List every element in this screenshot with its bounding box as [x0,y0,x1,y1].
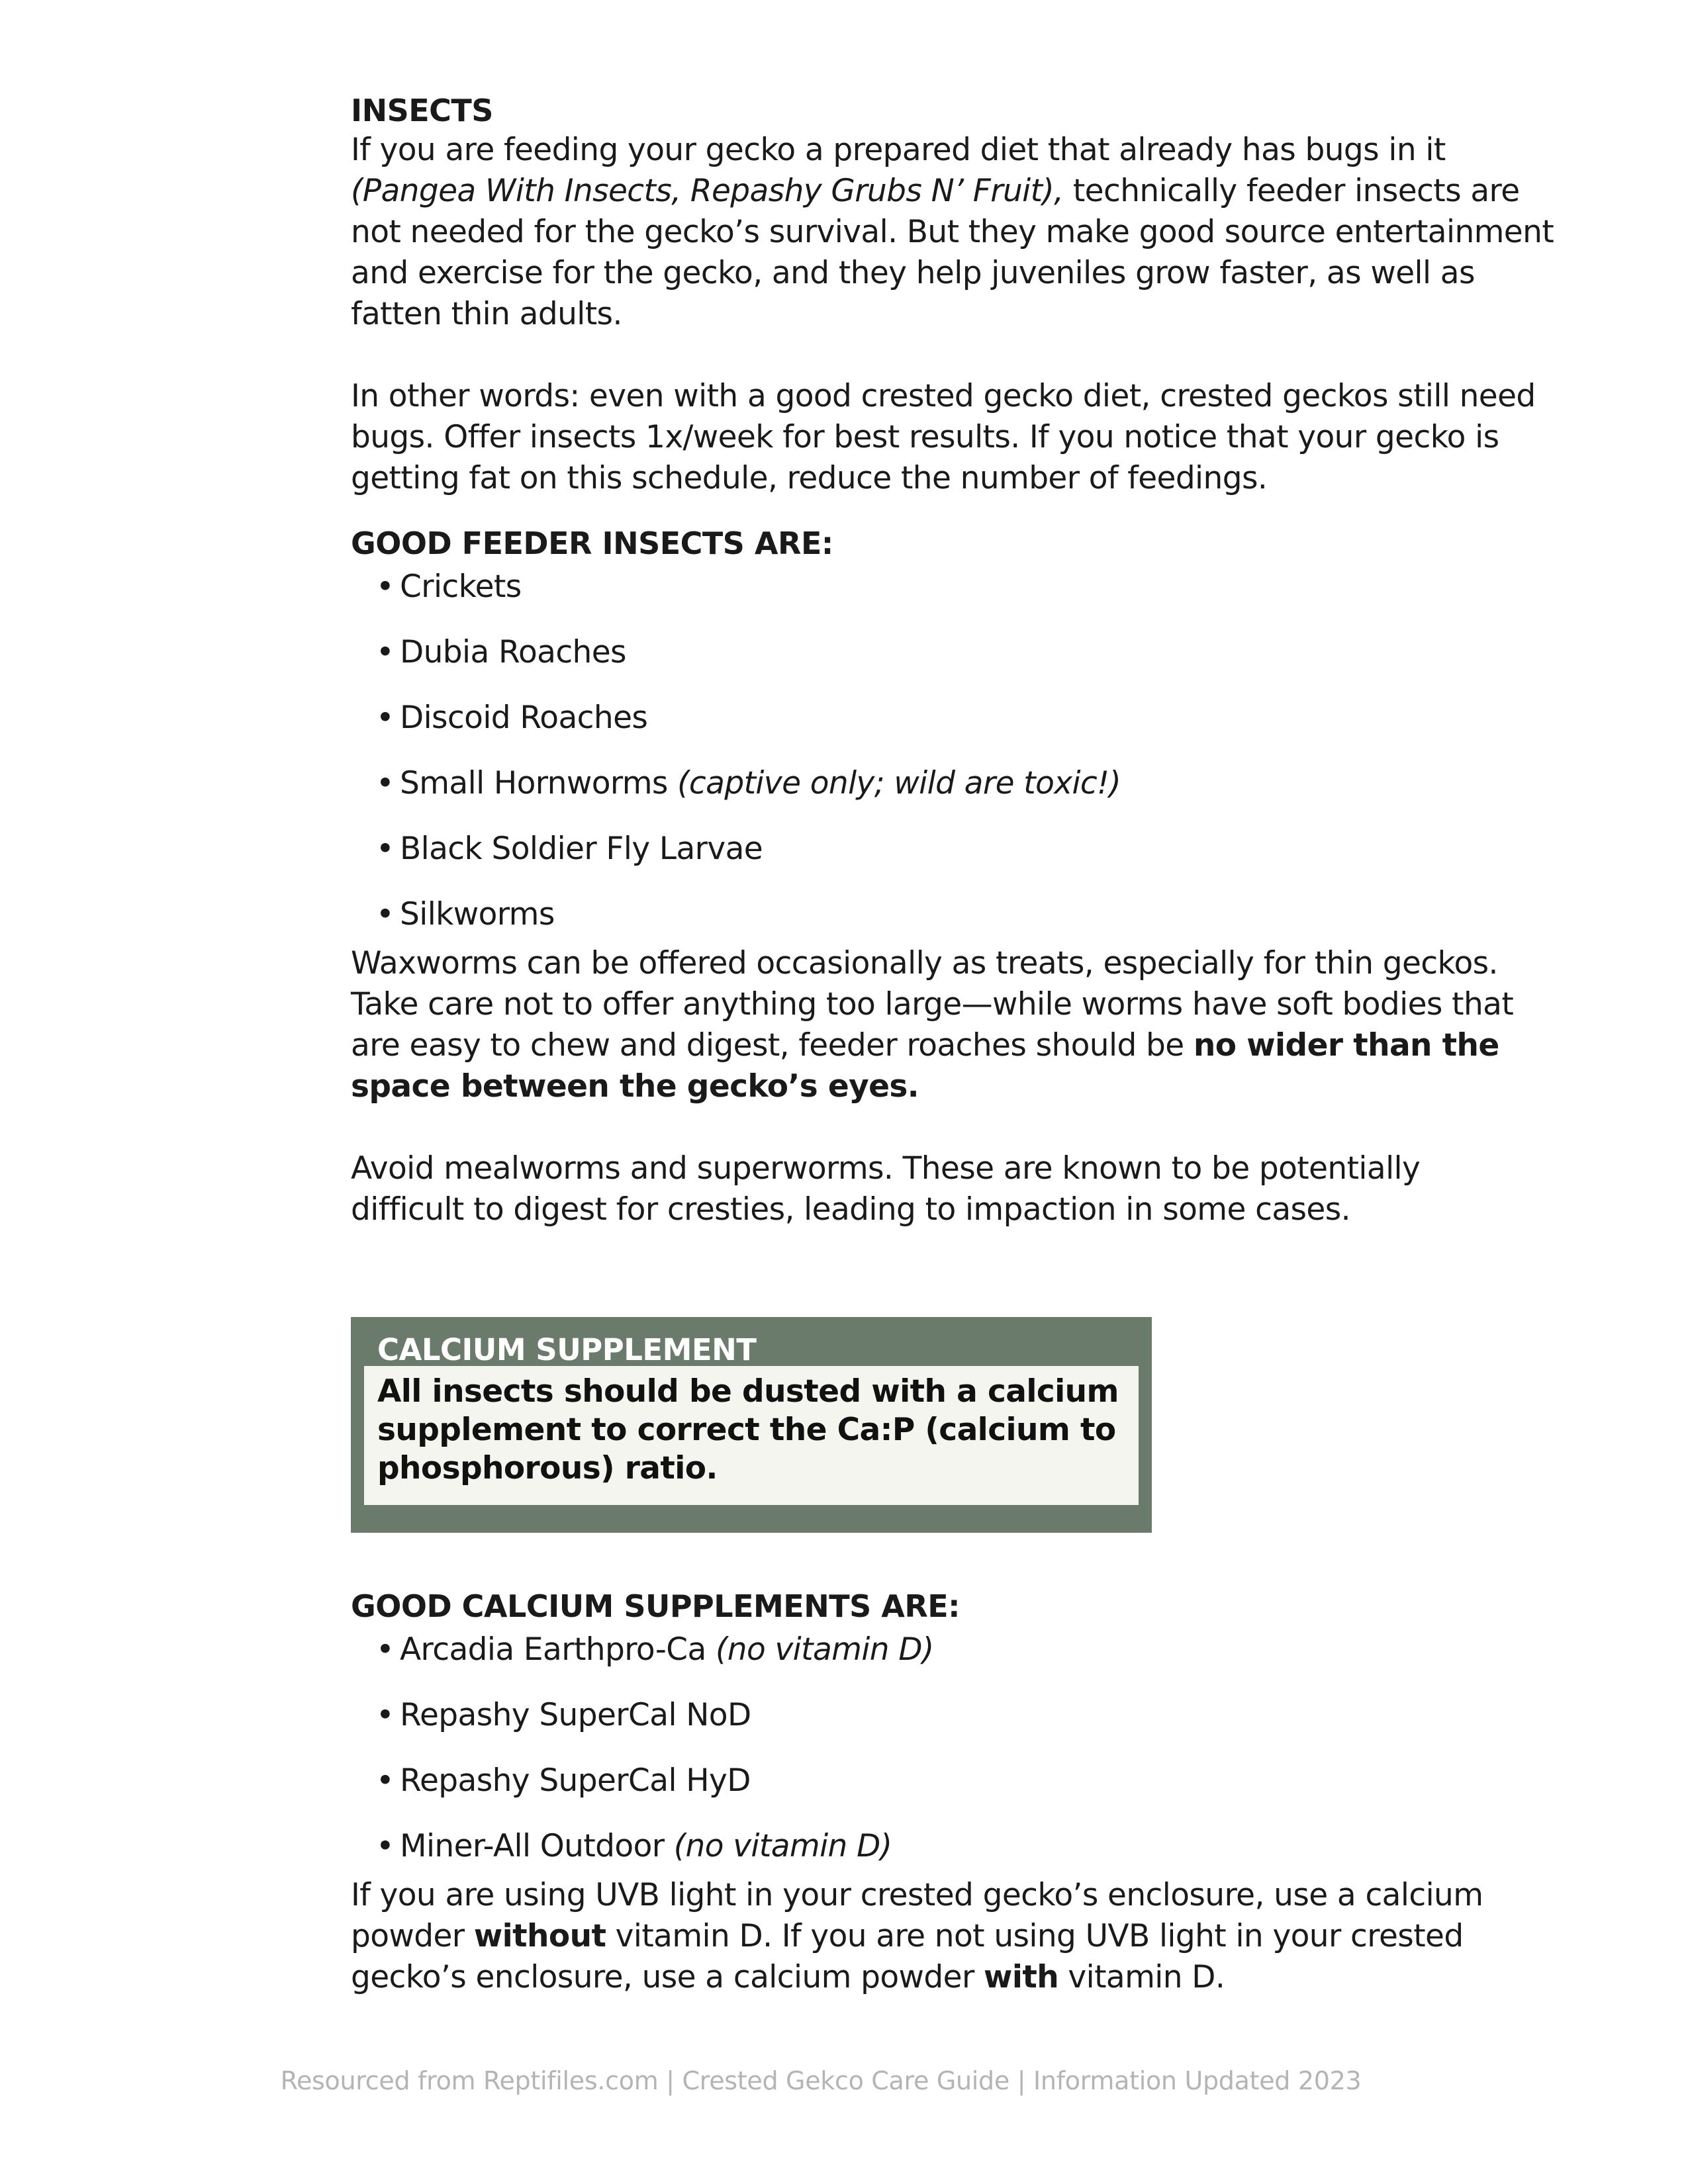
list-item: • Black Soldier Fly Larvae [376,831,763,867]
supplements-section [351,1587,1595,1998]
calcium-supplement-callout [351,1317,1152,1533]
feeder-insects-list [351,567,1595,935]
insects-heading: INSECTS [351,93,493,128]
avoid-paragraph: Avoid mealworms and superworms. These are known to be potentially difficult to digest for cresties, leading to impaction in some cases. [351,1150,1421,1228]
insects-paragraph-1: If you are feeding your gecko a prepared diet that already has bugs in it (Pangea With Insects, Repashy Grubs N’ Fruit), technically feeder insects are not needed for the gecko’s survival. But they make good source entertainment and exercise for the gecko, and they help juveniles grow faster, as well as fatten thin adults. [351,132,1554,332]
list-item: • Silkworms [376,896,555,933]
list-item: • Miner-All Outdoor (no vitamin D) [376,1828,892,1864]
list-item: • Repashy SuperCal NoD [376,1697,751,1733]
page-footer: Resourced from Reptifiles.com | Crested Gekco Care Guide | Information Updated 2023 [280,2066,1362,2095]
feeder-insects-heading: GOOD FEEDER INSECTS ARE: [351,525,833,561]
callout-title: CALCIUM SUPPLEMENT [377,1332,757,1367]
list-item: • Arcadia Earthpro-Ca (no vitamin D) [376,1631,934,1668]
waxworms-paragraph: Waxworms can be offered occasionally as treats, especially for thin geckos. Take care not to offer anything too large—while worms have soft bodies that are easy to chew and digest, feeder roaches should be no wider than the space between the gecko’s eyes. [351,945,1514,1105]
calcium-supplements-list [351,1629,1595,1867]
list-item: • Small Hornworms (captive only; wild are toxic!) [376,765,1121,801]
list-item: • Crickets [376,569,522,605]
list-item: • Discoid Roaches [376,700,648,736]
list-item: • Dubia Roaches [376,634,626,670]
calcium-supplements-heading: GOOD CALCIUM SUPPLEMENTS ARE: [351,1588,961,1624]
uvb-paragraph: If you are using UVB light in your crested gecko’s enclosure, use a calcium powder without vitamin D. If you are not using UVB light in your crested gecko’s enclosure, use a calcium powder with vitamin D. [351,1877,1483,1995]
callout-body: All insects should be dusted with a calcium supplement to correct the Ca:P (calcium to phosphorous) ratio. [364,1366,1139,1505]
main-content [351,91,1595,1230]
list-item: • Repashy SuperCal HyD [376,1762,751,1799]
insects-paragraph-2: In other words: even with a good crested gecko diet, crested geckos still need bugs. Offer insects 1x/week for best results. If you notice that your gecko is getting fat on this schedule, reduce the number of feedings. [351,378,1536,496]
